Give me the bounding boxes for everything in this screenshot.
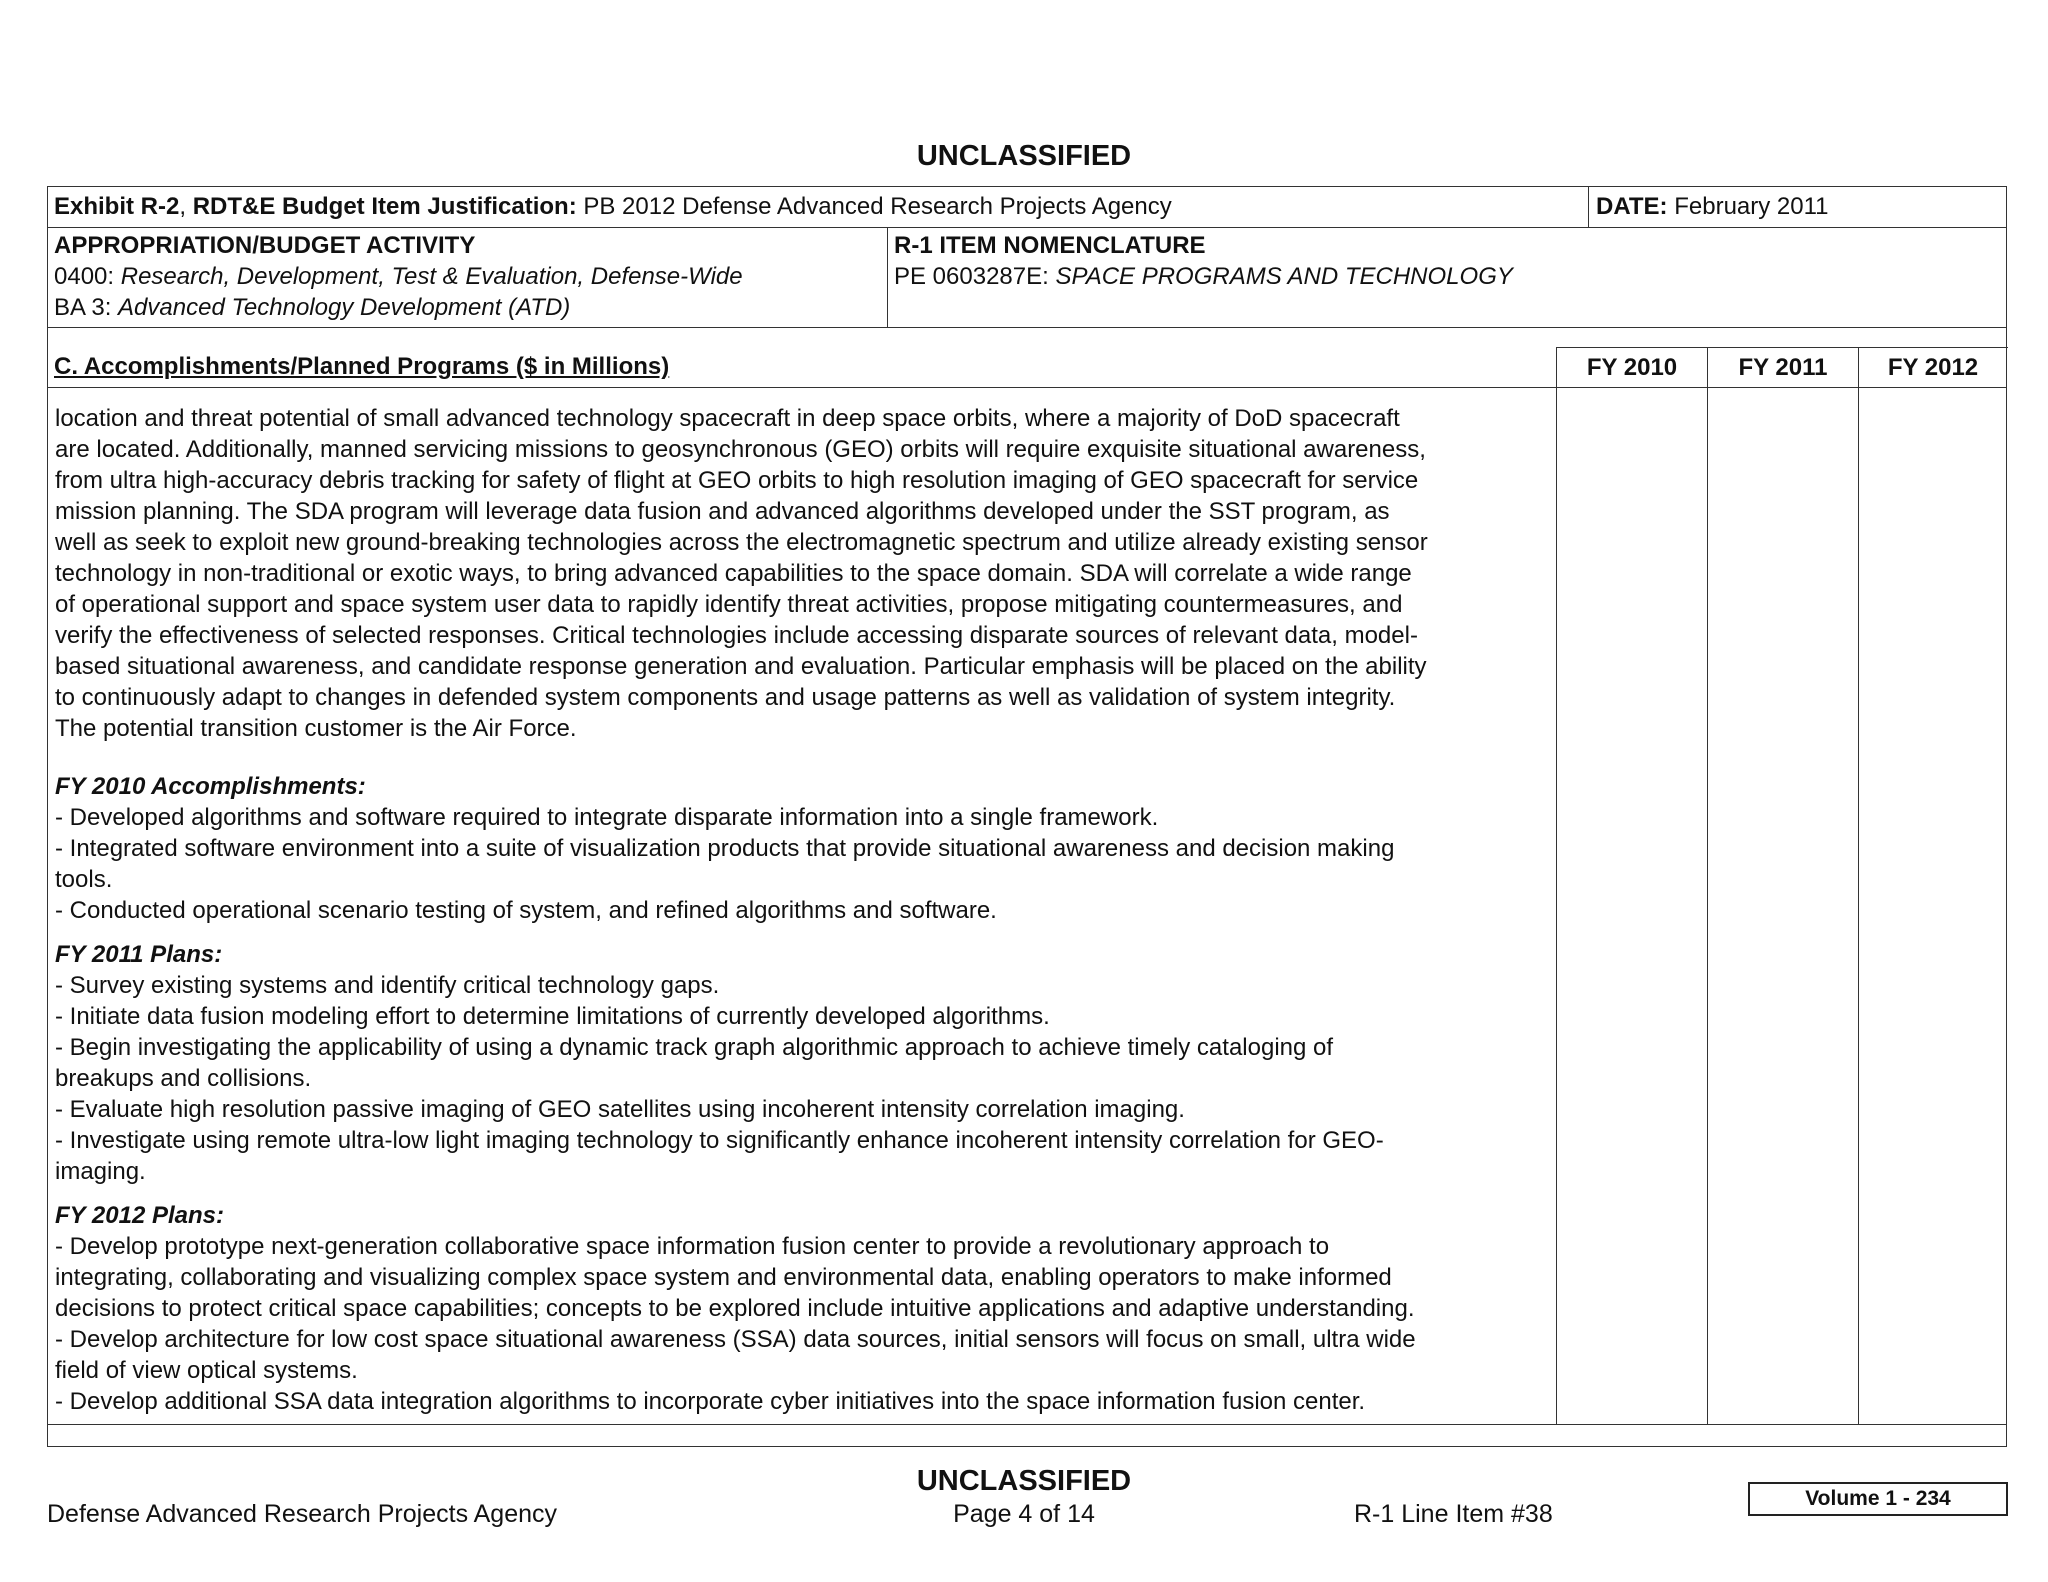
appropriation-code-1: 0400: — [54, 263, 115, 290]
body-bottom-rule — [48, 1424, 2006, 1425]
fy2011-item: - Evaluate high resolution passive imaging of GEO satellites using incoherent intensity correlation imaging. — [55, 1096, 1185, 1123]
intro-line: of operational support and space system user data to rapidly identify threat activities, propose mitigating countermeasures, and — [55, 591, 1403, 618]
intro-line: based situational awareness, and candidate response generation and evaluation. Particular emphasis will be placed on the ability — [55, 653, 1427, 680]
classification-bottom: UNCLASSIFIED — [916, 1465, 1132, 1497]
fy2011-item: - Survey existing systems and identify critical technology gaps. — [55, 972, 720, 999]
column-rule-3 — [1858, 387, 1859, 1424]
fy2010-list — [55, 802, 1565, 926]
fy2011-item: - Begin investigating the applicability of using a dynamic track graph algorithmic approach to achieve timely cataloging of — [55, 1034, 1334, 1061]
exhibit-label: Exhibit R-2 — [54, 193, 180, 220]
fy2010-heading: FY 2010 Accomplishments: — [55, 773, 366, 800]
appropriation-code-2: BA 3: — [54, 294, 112, 321]
column-fy2012: FY 2012 — [1887, 354, 1979, 381]
exhibit-title — [54, 191, 1172, 222]
footer-page-number: Page 4 of 14 — [953, 1500, 1095, 1528]
column-fy2011: FY 2011 — [1738, 354, 1828, 381]
date-field — [1596, 191, 1829, 222]
appropriation-rule — [48, 327, 2006, 328]
fy2011-item: imaging. — [55, 1158, 146, 1185]
appropriation-block — [54, 230, 743, 323]
pe-code: PE 0603287E: — [894, 263, 1049, 290]
fy2012-heading: FY 2012 Plans: — [55, 1202, 224, 1229]
intro-line: The potential transition customer is the Air Force. — [55, 715, 577, 742]
footer-agency: Defense Advanced Research Projects Agency — [47, 1500, 558, 1528]
nomenclature-divider — [887, 227, 888, 327]
intro-line: mission planning. The SDA program will leverage data fusion and advanced algorithms developed under the SST program, as — [55, 498, 1390, 525]
exhibit-text: PB 2012 Defense Advanced Research Projects Agency — [583, 193, 1172, 220]
date-label: DATE: — [1596, 193, 1668, 220]
fy2011-heading: FY 2011 Plans: — [55, 941, 223, 968]
fy2012-item: - Develop architecture for low cost space situational awareness (SSA) data sources, initial sensors will focus on small, ultra wide — [55, 1326, 1416, 1353]
exhibit-separator: , — [179, 193, 187, 220]
rdte-label: RDT&E Budget Item Justification: — [192, 193, 577, 220]
fy2012-item: - Develop additional SSA data integration algorithms to incorporate cyber initiatives into the space information fusion center. — [55, 1388, 1366, 1415]
fy2011-item: - Investigate using remote ultra-low light imaging technology to significantly enhance incoherent intensity correlation for GEO- — [55, 1127, 1384, 1154]
intro-line: to continuously adapt to changes in defended system components and usage patterns as well as validation of system integrity. — [55, 684, 1396, 711]
appropriation-line-1 — [54, 261, 743, 292]
section-title: C. Accomplishments/Planned Programs ($ in Millions) — [54, 353, 670, 380]
intro-line: location and threat potential of small advanced technology spacecraft in deep space orbits, where a majority of DoD spacecraft — [55, 405, 1400, 432]
fy2011-item: - Initiate data fusion modeling effort to determine limitations of currently developed algorithms. — [55, 1003, 1050, 1030]
fy2011-item: breakups and collisions. — [55, 1065, 312, 1092]
section-rule — [48, 387, 2006, 388]
appropriation-text-1: Research, Development, Test & Evaluation, Defense-Wide — [120, 263, 743, 290]
appropriation-line-2 — [54, 292, 743, 323]
column-rule-2 — [1707, 387, 1708, 1424]
fy2010-item: tools. — [55, 866, 113, 893]
intro-line: are located. Additionally, manned servicing missions to geosynchronous (GEO) orbits will require exquisite situational awareness, — [55, 436, 1426, 463]
fy2012-item: field of view optical systems. — [55, 1357, 358, 1384]
fy2011-list — [55, 970, 1565, 1187]
date-divider — [1588, 187, 1589, 227]
appropriation-label: APPROPRIATION/BUDGET ACTIVITY — [54, 232, 476, 259]
fy2012-item: integrating, collaborating and visualizing complex space system and environmental data, enabling operators to make informed — [55, 1264, 1392, 1291]
fy2010-item: - Conducted operational scenario testing of system, and refined algorithms and software. — [55, 897, 997, 924]
intro-line: well as seek to exploit new ground-breaking technologies across the electromagnetic spectrum and utilize already existing sensor — [55, 529, 1428, 556]
column-fy2010: FY 2010 — [1586, 354, 1678, 381]
nomenclature-block — [894, 230, 1513, 292]
fy2012-list — [55, 1231, 1565, 1417]
fy2012-item: decisions to protect critical space capabilities; concepts to be explored include intuitive applications and adaptive understanding. — [55, 1295, 1415, 1322]
nomenclature-line — [894, 261, 1513, 292]
program-description — [55, 403, 1565, 1417]
fy2010-item: - Developed algorithms and software required to integrate disparate information into a single framework. — [55, 804, 1159, 831]
intro-line: verify the effectiveness of selected responses. Critical technologies include accessing disparate sources of relevant data, model- — [55, 622, 1418, 649]
fy2012-item: - Develop prototype next-generation collaborative space information fusion center to provide a revolutionary approach to — [55, 1233, 1330, 1260]
intro-paragraph — [55, 403, 1565, 744]
pe-text: SPACE PROGRAMS AND TECHNOLOGY — [1055, 263, 1513, 290]
intro-line: from ultra high-accuracy debris tracking for safety of flight at GEO orbits to high resolution imaging of GEO spacecraft for service — [55, 467, 1419, 494]
exhibit-frame — [47, 186, 2007, 1447]
intro-line: technology in non-traditional or exotic ways, to bring advanced capabilities to the space domain. SDA will correlate a wide range — [55, 560, 1412, 587]
header-rule — [48, 227, 2006, 228]
classification-top: UNCLASSIFIED — [916, 140, 1132, 172]
appropriation-text-2: Advanced Technology Development (ATD) — [118, 294, 571, 321]
date-value: February 2011 — [1674, 193, 1829, 220]
nomenclature-label: R-1 ITEM NOMENCLATURE — [894, 232, 1206, 259]
fy2010-item: - Integrated software environment into a suite of visualization products that provide situational awareness and decision making — [55, 835, 1395, 862]
footer-line-item: R-1 Line Item #38 — [1354, 1500, 1553, 1528]
volume-badge: Volume 1 - 234 — [1748, 1482, 2008, 1516]
